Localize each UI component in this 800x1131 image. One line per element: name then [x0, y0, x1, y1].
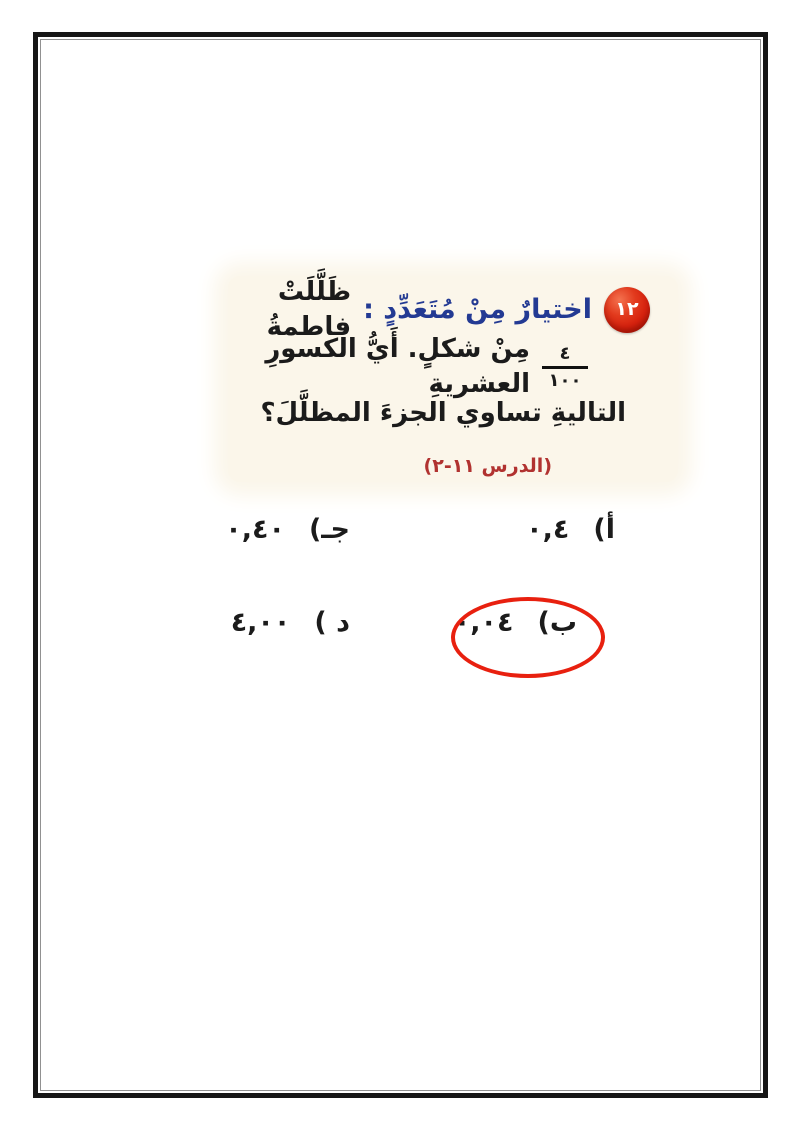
question-line-1: [190, 276, 650, 342]
choice-b-label: ب): [537, 607, 577, 638]
choice-a-value: ٠,٤: [526, 514, 570, 545]
question-block: [190, 276, 650, 480]
choice-j: [185, 514, 350, 545]
choice-a-label: أ): [593, 514, 615, 545]
lesson-reference-text: (الدرس ١١-٢): [423, 455, 552, 477]
question-number-badge: [604, 287, 650, 333]
question-line-3: [190, 396, 626, 446]
lesson-reference: [190, 454, 552, 480]
question-number: ١٢: [615, 298, 639, 321]
fraction-numerator: ٤: [559, 342, 571, 364]
question-text-line2: مِنْ شكلٍ. أَيُّ الكسورِ العشريةِ: [265, 333, 530, 399]
choice-b: [350, 607, 577, 638]
choice-a: [350, 514, 615, 545]
choice-j-value: ٠,٤٠: [225, 514, 285, 545]
choice-j-label: جـ): [308, 514, 350, 545]
choice-b-value: ٠,٠٤: [453, 607, 514, 638]
question-line-2: [190, 333, 588, 399]
question-text-line1: ظَلَّلَتْ فاطمةُ: [266, 276, 352, 342]
choice-d-value: ٤,٠٠: [230, 607, 291, 638]
choice-d-label: د ): [314, 607, 350, 638]
choice-d: [185, 607, 350, 638]
question-type-heading: اختيارٌ مِنْ مُتَعَدِّدٍ :: [363, 293, 592, 325]
fraction: [542, 342, 588, 391]
fraction-bar: [542, 366, 588, 369]
question-text-line3: التاليةِ تساوي الجزءَ المظلَّلَ؟: [260, 398, 626, 428]
answer-choices: [185, 514, 615, 638]
fraction-denominator: ١٠٠: [548, 369, 582, 391]
